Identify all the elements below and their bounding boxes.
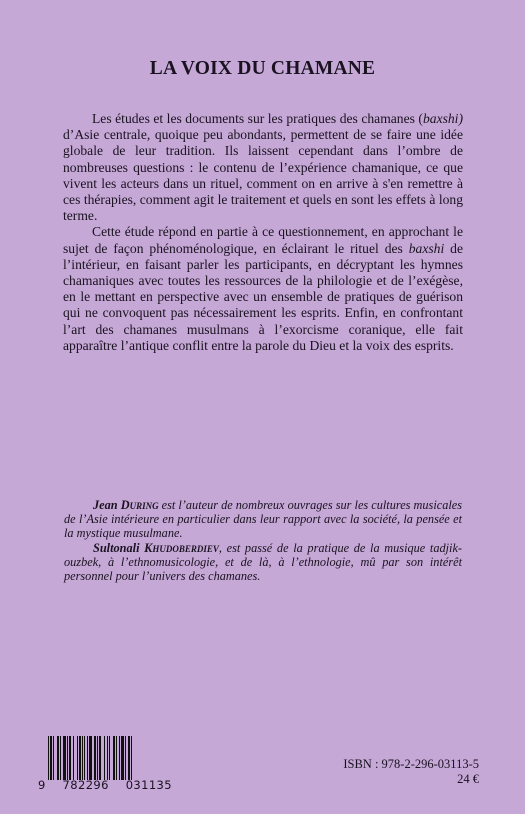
author-first-name: Sultonali (93, 540, 145, 555)
summary-text: de l’intérieur, en faisant parler les participants, en décryptant les hymnes chamaniques avec toutes les ressources de la philologie et de l’exégèse, en le mettant en perspective avec un ensemble de pratiques de guérison qui ne convoquent pas nécessairement les esprits. Enfin, en confrontant l’art des chamanes musulmans à l’exorcisme coranique, elle fait apparaître l’antique conflit entre la parole du Dieu et la voix des esprits. (63, 240, 463, 353)
author-bio-1 (64, 498, 462, 541)
author-bio-text: est l’auteur de nombreux ouvrages sur les cultures musicales de l’Asie intérieure en particulier dans leur rapport avec la société, la pensée et la mystique musulmane. (64, 498, 463, 541)
summary-paragraph-1 (63, 111, 463, 224)
summary-text: d’Asie centrale, quoique peu abondants, permettent de se faire une idée globale de leur tradition. Ils laissent cependant dans l’ombre de nombreuses questions : le contenu de l’expérience chamanique, ce que vivent les acteurs dans un rituel, comment on en arrive à s'en remettre à ces thérapies, comment agit le traitement et quels en sont les effets à long terme. (63, 127, 463, 224)
author-name (93, 541, 219, 555)
isbn-number: ISBN : 978-2-296-03113-5 (343, 757, 479, 771)
author-last-name: Khudoberdiev (144, 540, 219, 555)
book-title: LA VOIX DU CHAMANE (149, 58, 376, 79)
author-bio-text: , est passé de la pratique de la musique tadjik-ouzbek, à l’ethnomusicologie, et de là, à l’ethnologie, mû par son intérêt personnel pour l’univers des chamanes. (64, 540, 463, 584)
price: 24 € (457, 772, 479, 786)
isbn-block (343, 757, 479, 787)
barcode-digits (38, 778, 172, 792)
author-first-name: Jean (93, 498, 121, 512)
summary-text: Les études et les documents sur les pratiques des chamanes ( (92, 111, 423, 126)
summary-paragraph-2 (63, 224, 463, 354)
summary-emphasis: baxshi) (422, 111, 463, 126)
author-bio-2 (64, 541, 462, 584)
book-summary (63, 111, 463, 354)
author-last-name: During (120, 498, 159, 512)
author-bios (64, 498, 462, 583)
barcode-lead-digit: 9 (38, 778, 46, 792)
author-name (93, 498, 159, 512)
barcode-bars (38, 736, 172, 780)
summary-emphasis: baxshi (408, 240, 445, 256)
barcode-left-group: 782296 (62, 778, 109, 792)
barcode-right-group: 031135 (125, 778, 172, 792)
summary-text: Cette étude répond en partie à ce questionnement, en approchant le sujet de façon phénoménologique, en éclairant le rituel des (63, 224, 463, 256)
